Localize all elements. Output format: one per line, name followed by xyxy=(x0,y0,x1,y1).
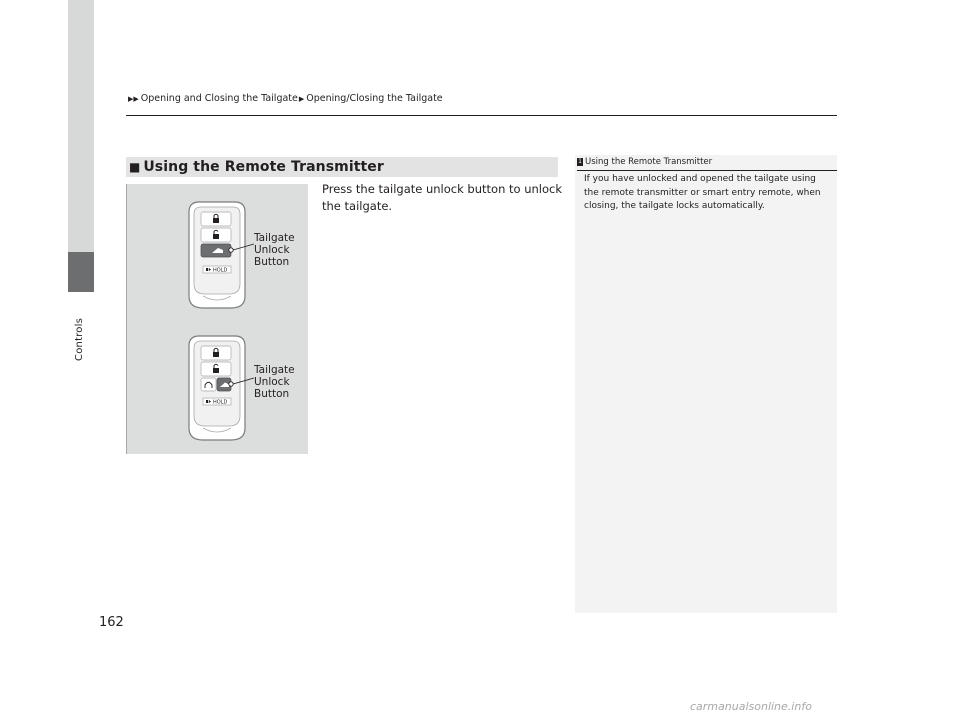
breadcrumb-item-1[interactable]: Opening and Closing the Tailgate xyxy=(140,93,298,104)
breadcrumb-item-2[interactable]: Opening/Closing the Tailgate xyxy=(306,93,443,104)
section-title: Using the Remote Transmitter xyxy=(143,159,384,175)
hold-label: HOLD xyxy=(213,399,228,406)
note-divider xyxy=(577,170,837,171)
callout-top-line3: Button xyxy=(254,256,290,268)
side-tab-active-marker xyxy=(68,252,94,292)
hold-label: HOLD xyxy=(213,267,228,274)
remote-top xyxy=(189,202,254,308)
watermark: carmanualsonline.info xyxy=(690,700,812,713)
note-panel xyxy=(575,155,837,613)
note-marker-icon: 1 xyxy=(578,158,582,165)
note-title: Using the Remote Transmitter xyxy=(585,157,713,167)
callout-top-line1: Tailgate xyxy=(254,232,295,244)
side-tab xyxy=(68,0,94,252)
callout-bottom-line2: Unlock xyxy=(254,376,290,388)
header-divider xyxy=(126,115,837,116)
callout-bottom-line1: Tailgate xyxy=(254,364,295,376)
side-tab-label: Controls xyxy=(74,318,85,361)
section-square-icon: ■ xyxy=(129,160,141,174)
breadcrumb xyxy=(128,93,443,104)
body-paragraph: Press the tailgate unlock button to unlock the tailgate. xyxy=(322,182,563,213)
breadcrumb-arrow-icon: ▶ xyxy=(298,94,305,103)
remote-bottom xyxy=(189,336,254,440)
breadcrumb-arrow-icon: ▶▶ xyxy=(128,94,139,103)
note-text: If you have unlocked and opened the tailgate using the remote transmitter or smart entry remote, when closing, the tailgate locks automatically. xyxy=(584,174,821,211)
callout-top-line2: Unlock xyxy=(254,244,290,256)
note-heading xyxy=(577,157,837,167)
page-number: 162 xyxy=(99,615,124,630)
section-heading-bar xyxy=(126,157,558,177)
remote-illustration xyxy=(126,184,308,454)
remote-transmitter-diagram xyxy=(127,184,308,454)
callout-bottom-line3: Button xyxy=(254,388,290,400)
